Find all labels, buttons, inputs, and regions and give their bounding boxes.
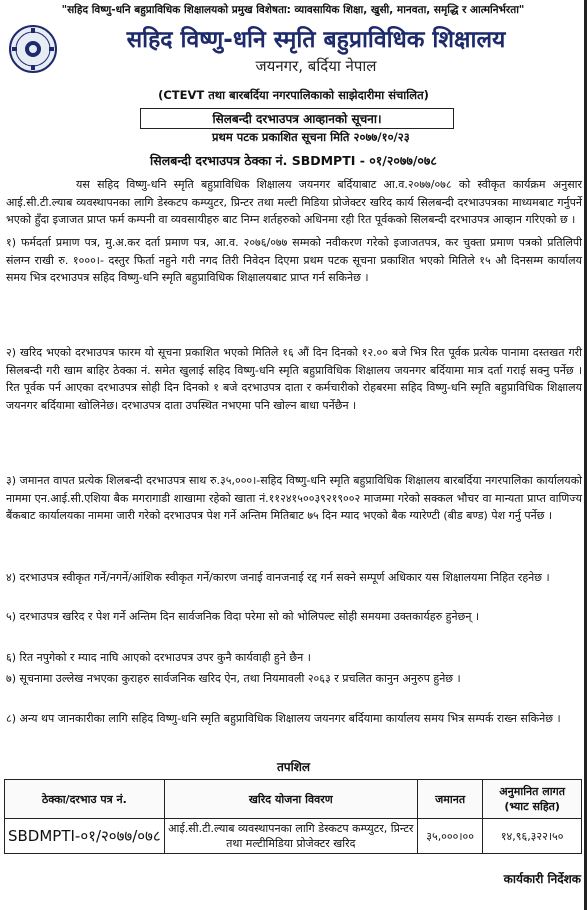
header-estimated-cost: अनुमानित लागत (भ्याट सहित): [483, 780, 582, 819]
motto: "सहिद विष्णु-धनि बहुप्राविधिक शिक्षालयको प्रमुख विशेषता: व्यावसायिक शिक्षा, खुसी, मानवता, समृद्धि र आत्मनिर्भरता": [61, 4, 525, 16]
table-caption: तपशिल: [276, 760, 311, 774]
ctevt-line: (CTEVT तथा बारबर्दिया नगरपालिकाको साझेदारीमा संचालित): [158, 88, 429, 102]
condition-item-5: ५) दरभाउपत्र खरिद र पेश गर्ने अन्तिम दिन सार्वजनिक विदा परेमा सो को भोलिपल्ट सोही समयमा उक्तकार्यहरु हुनेछन् ।: [6, 610, 480, 623]
institute-logo-icon: [8, 24, 58, 74]
header-tender-no: ठेक्का/दरभाउ पत्र नं.: [5, 780, 165, 819]
condition-item-4: ४) दरभाउपत्र स्वीकृत गर्ने/नगर्ने/आंशिक स्वीकृत गर्ने/कारण जनाई वानजनाई रद्द गर्न सक्ने सम्पूर्ण अधिकार यस शिक्षालयमा निहित रहनेछ ।: [6, 571, 550, 584]
intro-paragraph: यस सहिद विष्णु-धनि स्मृति बहुप्राविधिक शिक्षालय जयनगर बर्दियाबाट आ.व.२०७७/०७८ को स्वीकृत कार्यक्रम अनुसार आई.सी.टी.ल्याब व्यवस्थापनका लागि डेस्कटप कम्प्युटर, प्रिन्टर तथा मल्टी मिडिया प्रोजेक्टर खरिद कार्य सिलबन्दी दरभाउपत्रका माध्यमबाट गर्नुपर्ने भएको हुँदा इजाजत प्राप्त फर्म कम्पनी वा व्यवसायीहरु बाट निम्न शर्तहरुको अधिनमा रही रित पूर्वकको सिलबन्दी दरभाउपत्र आव्हान गरिएको छ ।: [6, 178, 582, 226]
tender-number-line: सिलबन्दी दरभाउपत्र ठेक्का नं. SBDMPTI - ०१/२०७७/०७८: [150, 153, 437, 168]
header-deposit: जमानत: [417, 780, 482, 819]
condition-item-3: ३) जमानत वापत प्रत्येक शिलबन्दी दरभाउपत्र साथ रु.३५,०००।-सहिद विष्णु-धनि स्मृति बहुप्राविधिक शिक्षालय बारबर्दिया नगरपालिका कार्यालयको नाममा एन.आई.सी.एशिया बैक मगरागाडी शाखामा रहेको खाता नं.११२४१५००३९२१९००२ माजम्मा गरेको सक्कल भौचर वा मान्यता प्राप्त वाणिज्य बैंकबाट कार्यालयका नाममा जारी गरेको दरभाउपत्र पेश गर्ने अन्तिम मितिबाट ७५ दिन म्याद भएको बैक ग्यारेण्टी (बीड बण्ड) पेश गर्नु पर्नेछ ।: [6, 474, 582, 522]
notice-title: सिलबन्दी दरभाउपत्र आव्हानको सूचना।: [140, 108, 454, 129]
cell-estimated-cost: १४,९६,३२२।५०: [483, 819, 582, 854]
signoff: कार्यकारी निर्देशक: [503, 872, 581, 886]
condition-item-8: ८) अन्य थप जानकारीका लागि सहिद विष्णु-धनि स्मृति बहुप्राविधिक शिक्षालय जयनगर बर्दियामा कार्यालय समय भित्र सम्पर्क राख्न सकिनेछ ।: [6, 712, 561, 725]
condition-item-2: २) खरिद भएको दरभाउपत्र फारम यो सूचना प्रकाशित भएको मितिले १६ औं दिन दिनको १२.०० बजे भित्र रित पूर्वक प्रत्येक पानामा दस्तखत गरी सिलबन्दी गरी खाम बाहिर ठेक्का नं. समेत खुलाई सहिद विष्णु-धनि स्मृति बहुप्राविधिक शिक्षालय जयनगर बर्दियामा मात्र दर्ता गराई सक्नु पर्नेछ । रित पूर्वक पर्न आएका दरभाउपत्र सोही दिन दिनको १ बजे दरभाउपत्र दाता र कर्मचारीको रोहबरमा सहिद विष्णु-धनि स्मृति बहुप्राविधिक शिक्षालय जयनगर बर्दियामा खोलिनेछ। दरभाउपत्र दाता उपस्थित नभएमा पनि खोल्न बाधा पर्नेछैन ।: [6, 346, 582, 412]
condition-item-6: ६) रित नपुगेको र म्याद नाघि आएको दरभाउपत्र उपर कुनै कार्यवाही हुने छैन ।: [6, 651, 311, 664]
condition-item-7: ७) सूचनामा उल्लेख नभएका कुराहरु सार्वजनिक खरिद ऐन, तथा नियमावली २०६३ र प्रचलित कानुन अनुरुप हुनेछ ।: [6, 672, 461, 685]
condition-item-1: १) फर्मदर्ता प्रमाण पत्र, मु.अ.कर दर्ता प्रमाण पत्र, आ.व. २०७६/०७७ सम्मको नवीकरण गरेको इजाजतपत्र, कर चुक्ता प्रमाण पत्रको प्रतिलिपी संलग्न राखी रु. १०००।- दस्तुर फिर्ता नहुने गरी नगद तिरी निवेदन दिएमा प्रथम पटक सूचना प्रकाशित भएको मितिले १५ औ दिनसम्म कार्यालय समय भित्र दरभाउपत्र सहिद विष्णु-धनि स्मृति बहुप्राविधिक शिक्षालयबाट प्राप्त गर्न सकिनेछ ।: [6, 236, 582, 284]
table-header-row: [5, 780, 582, 819]
publish-date: प्रथम पटक प्रकाशित सूचना मिति २०७७/१०/२३: [212, 130, 410, 144]
cell-deposit: ३५,०००।००: [417, 819, 482, 854]
cell-tender-no: SBDMPTI-०१/२०७७/०७८: [5, 819, 165, 854]
table-row: [5, 819, 582, 854]
institute-address: जयनगर, बर्दिया नेपाल: [255, 57, 377, 75]
institute-name: सहिद विष्णु-धनि स्मृति बहुप्राविधिक शिक्षालय: [126, 27, 506, 53]
header-description: खरिद योजना विवरण: [164, 780, 417, 819]
cell-description: आई.सी.टी.ल्याब व्यवस्थापनका लागि डेस्कटप कम्प्युटर, प्रिन्टर तथा मल्टीमिडिया प्रोजेक्टर खरिद: [164, 819, 417, 854]
tender-table: [4, 779, 582, 854]
